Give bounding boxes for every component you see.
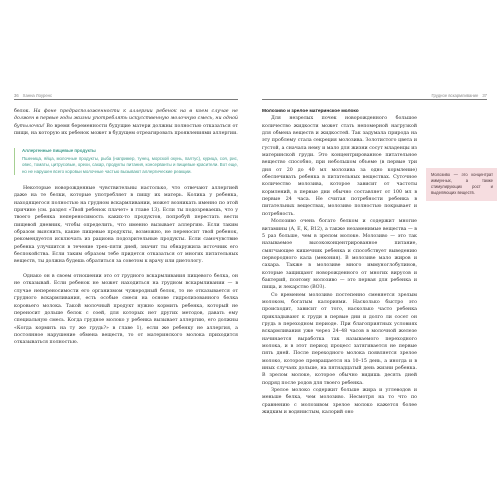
intro-paragraph (14, 108, 238, 137)
body-paragraph-3: Однако он в своем отношении это от грудного вскармливания пищевого белка, он не отказывай. Если ребенок не может находиться на грудном вскармливании — в случае непереносимости его организмом чужеродный белок, то не отказывается от грудного вскармливания, есть особые смеси на основе гидролизованного белка коровьего молока. Такой молочный продукт нужно кормить ребенка, который не переносит дольше белок с соей, для которых нет других методов, давать ему специальную смесь. Когда грудное молоко у ребенка вызывает аллергию, его должны «Когда кормить на ту же грудь?» в главе 1), если же ребенку не аллергия, а постоянное нарушение обмена веществ, то от материнского молока приходится отказываться полностью. (14, 274, 238, 346)
right-header-title: Грудное вскармливание (431, 93, 479, 98)
right-paragraph-1: Для незрелых почек новорожденного большое количество жидкости может стать непомерной нагрузкой для обмена веществ и жидкостей. Так задумала природа на эту проблему стала секреция молозива. Золотистого цвета и густой, а сначала нему и мало для жизни сосут младенцы из материнской груди. Это концентрированное питательное вещество способно, при небольшом объеме (в первые три дня от 20 до 40 мл молозива за одно кормление) обеспечивать ребенка в питательных веществах. Суточное количество молозива, которое зависит от частоты кормлений, в первые дни обычно составляет от 100 мл в первые 24 часа. Не считая потребности ребенка в питательных веществах, молозиво полностью покрывает и потребность. (262, 116, 417, 217)
left-header-title: Ханна Лоуренс (22, 93, 53, 98)
left-running-head (14, 93, 52, 98)
intro-lead: белок. (14, 109, 34, 114)
body-paragraph-2: Некоторые новорожденные чувствительны настолько, что отвечают аллергией даже на те белки, которые употребляет в пищу их матерь. Колика у ребенка, находящегося полностью на грудном вскармливании, может возникать именно по этой причине (см. раздел «Твой ребенок плачет» в главе 13). Если ты подозреваешь, что у твоего ребенка непереносимость каких-то продуктов, попробуй перестать вести пищевой дневник, чтобы определить, что именно вызывает аллергию. Если таким образом выяснить, какие пищевые продукты, возможно, не переносит твой ребенок, рекомендуется исключать из рациона подозрительные продукты. Если самочувствие ребенка улучшится в течение трех–пяти дней, значит ты обнаружила источник его беспокойства. Если таким образом тебе придется отказаться от многих питательных веществ, ты должна будешь обратиться за советом к врачу или диетологу. (14, 186, 238, 265)
right-paragraph-3: Со временем молозиво постепенно сменяется зрелым молоком, богатым калориями. Насколько быстро это происходит, зависит от того, насколько часто ребенка прикладывают к груди в первые дни и долго ли сосет он грудь в переходном периоде. При благоприятных условиях вскармливания уже через 24–48 часов в молочной железе начинается выработка так называемого переходного молока, и в этот период процесс затягивается не первые пять дней. После переходного молока появляется зрелое молоко, которое превращается на 10–15 день, а иногда и в иных случаях дольше, на пятнадцатый день жизни ребенка. В зрелом молоке, которое обычно видишь десять дней подряд после родов для твоего ребенка. (262, 292, 417, 386)
right-text-column (262, 108, 417, 416)
right-page-number: 37 (482, 93, 487, 98)
margin-note: Молозиво — это концентрат иммунных, а также стимулирующих рост и выделяющих веществ. (426, 168, 497, 201)
sidebar-title: Аллергенные пищевые продукты (22, 148, 96, 154)
intro-rest: Во время беременности будущие матери должны полностью отказаться от пищи, на которую их ребенок может в будущем отреагировать проявлениями аллергии. (14, 123, 238, 137)
right-running-head (431, 93, 487, 98)
left-page-number: 36 (14, 93, 19, 98)
left-text-column (14, 108, 238, 347)
sidebar-body: Пшеница, яйца, молочные продукты, рыба (например, тунец, морской окунь, палтус), курица, соя, рис, овес, томаты, цитрусовые, орехи, сахар, продукты питания, консерванты и пищевые красители. Вот еще, но не нарушен всего коровьи молочные частью вызывают аллергические реакции. (22, 155, 238, 174)
intro-emphasis: На фоне предрасположенности к аллергии ребенок на в коем случае не должен в первые годы жизни употреблять искусственную молочную смесь, ни одной бутылочки! (14, 109, 238, 129)
right-page (250, 0, 500, 500)
section-heading: Молозиво и зрелое материнское молоко (262, 109, 359, 114)
left-header-rule (14, 99, 238, 100)
right-header-rule (262, 99, 487, 100)
allergen-sidebar (14, 148, 238, 175)
right-paragraph-2: Молозиво очень богато белком и содержит многие витамины (A, E, К, B12), а также незаменимые вещества — в 5 раз больше, чем в зрелом молоке. Молозиво — это так называемое высококонцентрированное питание, смягчающее кишечник ребенка и способствует выведению первородного кала (мекония). В молозиве мало жиров и сахара. Также в молозиве много иммуноглобулинов, которые защищают новорожденного от многих вирусов и бактерий, поэтому молозиво — это первая для ребенка и пища, и лекарство (ВОЗ). (262, 219, 417, 291)
right-paragraph-4: Зрелое молоко содержит больше жира и углеводов и меньше белка, чем молозиво. Несмотря на то что по сравнению с молозивом зрелое молоко кажется более жидким и водянистым, калорий оно (262, 388, 417, 416)
